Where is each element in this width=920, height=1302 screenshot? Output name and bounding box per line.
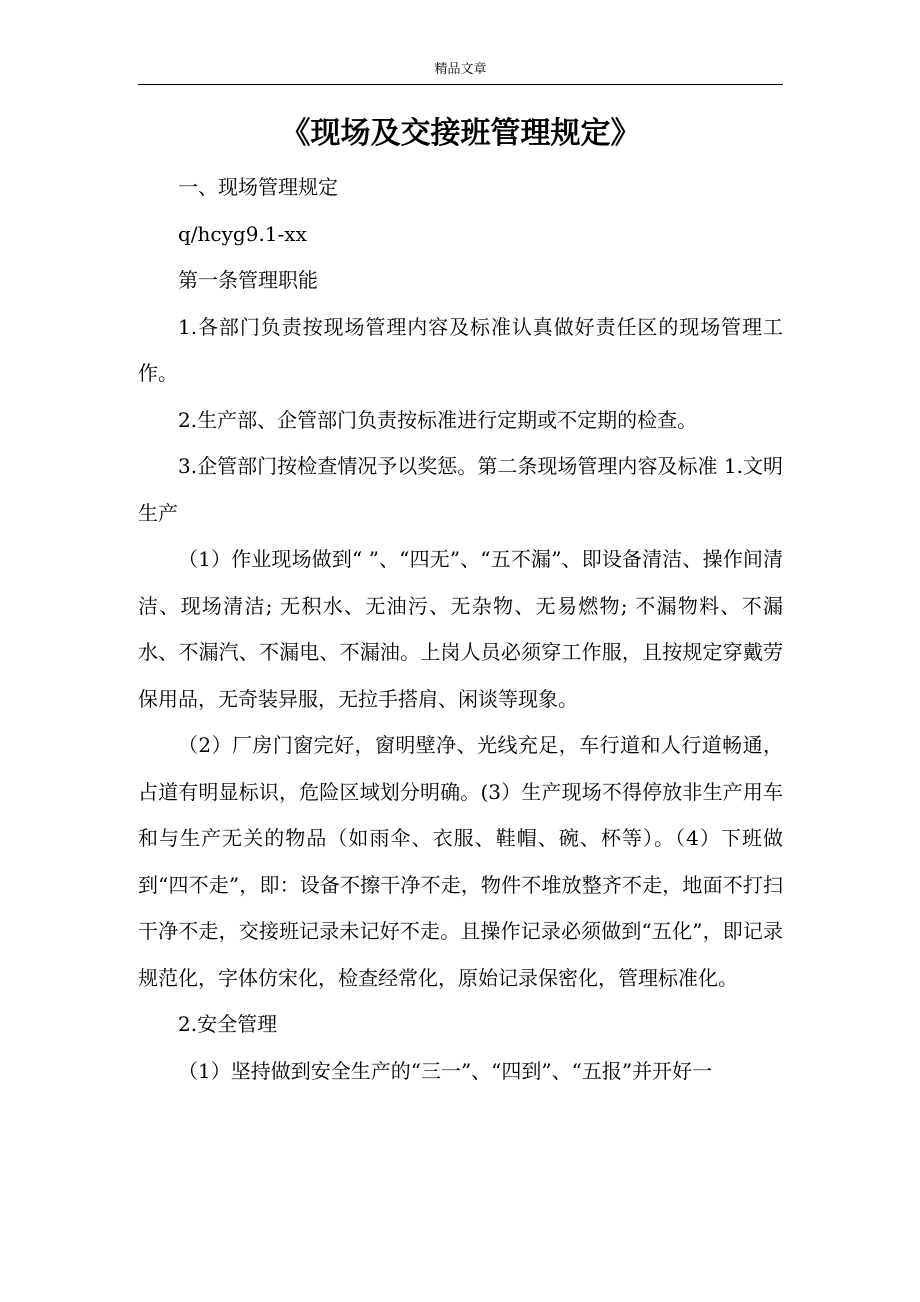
- paragraph: 2.生产部、企管部门负责按标准进行定期或不定期的检查。: [178, 407, 698, 432]
- article-heading: 第一条管理职能: [178, 268, 318, 292]
- standard-code: q/hcyg9.1-xx: [178, 221, 307, 246]
- document-title: 《现场及交接班管理规定》: [280, 116, 641, 151]
- paragraph: 3.企管部门按检查情况予以奖惩。第二条现场管理内容及标准 1.文明生产: [138, 454, 783, 525]
- paragraph: （1）作业现场做到“ ”、“四无”、“五不漏”、即设备清洁、操作间清洁、现场清洁; 无积水、无油污、无杂物、无易燃物; 不漏物料、不漏水、不漏汽、不漏电、不漏油。上岗人员必须穿工作服，且按规定穿戴劳保用品，无奇装异服，无拉手搭肩、闲谈等现象。: [138, 547, 783, 711]
- subsection-heading: 2.安全管理: [178, 1012, 278, 1036]
- page-header: 精品文章: [434, 62, 487, 77]
- header-rule: [138, 84, 783, 85]
- paragraph: （2）厂房门窗完好，窗明壁净、光线充足，车行道和人行道畅通，占道有明显标识，危险区域划分明确。(3）生产现场不得停放非生产用车和与生产无关的物品（如雨伞、衣服、鞋帽、碗、杯等）。（4）下班做到“四不走”，即：设备不擦干净不走，物件不堆放整齐不走，地面不打扫干净不走，交接班记录未记好不走。且操作记录必须做到“五化”，即记录规范化，字体仿宋化，检查经常化，原始记录保密化，管理标准化。: [138, 733, 783, 990]
- section-heading: 一、现场管理规定: [178, 175, 338, 199]
- paragraph: （1）坚持做到安全生产的“三一”、“四到”、“五报”并开好一: [178, 1058, 713, 1083]
- paragraph: 1.各部门负责按现场管理内容及标准认真做好责任区的现场管理工作。: [138, 314, 783, 385]
- document-body: [138, 164, 783, 1094]
